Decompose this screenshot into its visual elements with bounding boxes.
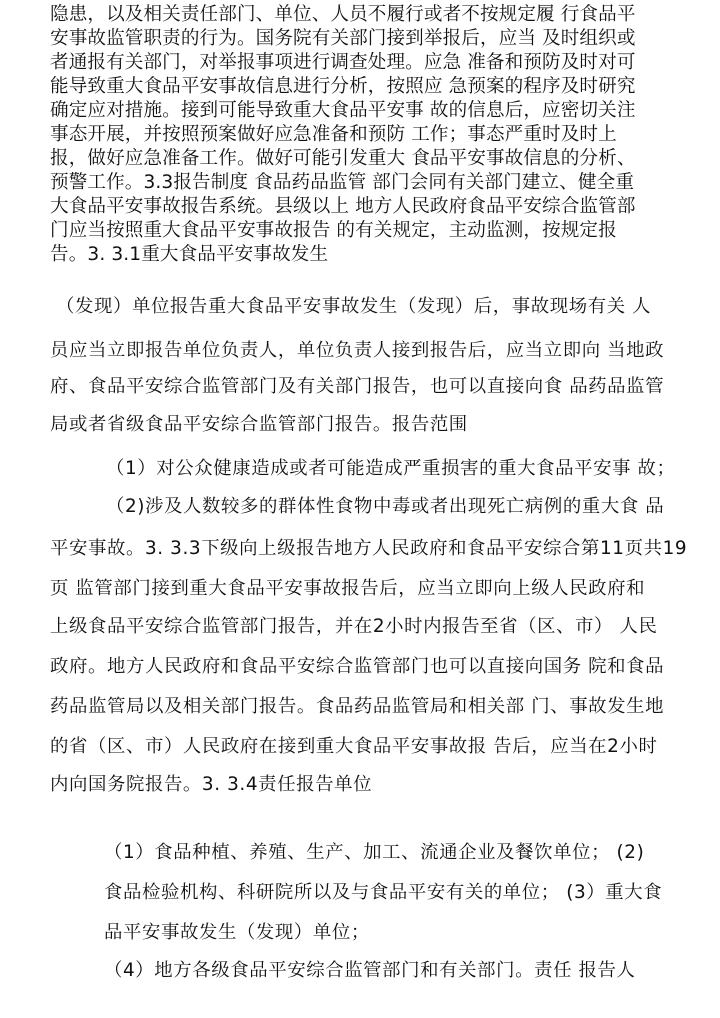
list-item: （2)涉及人数较多的群体性食物中毒或者出现死亡病例的重大食 品 xyxy=(106,496,665,517)
paragraph-line: 的省（区、市）人民政府在接到重大食品平安事故报 告后，应当在2小时 xyxy=(50,736,658,757)
paragraph-line: 大食品平安事故报告系统。县级以上 地方人民政府食品平安综合监管部 xyxy=(50,196,636,217)
paragraph-line: 告。3. 3.1重大食品平安事故发生 xyxy=(50,244,329,265)
paragraph-line: 报，做好应急准备工作。做好可能引发重大 食品平安事故信息的分析、 xyxy=(50,148,636,169)
paragraph-line: 确定应对措施。接到可能导致重大食品平安事 故的信息后，应密切关注 xyxy=(50,100,636,121)
paragraph-line: 府、食品平安综合监管部门及有关部门报告，也可以直接向食 品药品监管 xyxy=(50,376,665,397)
paragraph-line: 者通报有关部门，对举报事项进行调查处理。应急 准备和预防及时对可 xyxy=(50,52,636,73)
list-item: （1）对公众健康造成或者可能造成严重损害的重大食品平安事 故； xyxy=(106,458,676,479)
paragraph-line: 事态开展，并按照预案做好应急准备和预防 工作；事态严重时及时上 xyxy=(50,124,617,145)
paragraph-line: 安事故监管职责的行为。国务院有关部门接到举报后，应当 及时组织或 xyxy=(50,28,636,49)
paragraph-line: 局或者省级食品平安综合监管部门报告。报告范围 xyxy=(50,414,468,435)
paragraph-line: 内向国务院报告。3. 3.4责任报告单位 xyxy=(50,774,373,795)
paragraph-line: 政府。地方人民政府和食品平安综合监管部门也可以直接向国务 院和食品 xyxy=(50,656,665,677)
paragraph-line: 隐患，以及相关责任部门、单位、人员不履行或者不按规定履 行食品平 xyxy=(50,4,636,25)
paragraph-line: （发现）单位报告重大食品平安事故发生（发现）后，事故现场有关 人 xyxy=(56,296,652,317)
paragraph-line: 平安事故。3. 3.3下级向上级报告地方人民政府和食品平安综合第11页共19 xyxy=(50,538,688,559)
paragraph-line: 能导致重大食品平安事故信息进行分析，按照应 急预案的程序及时研究 xyxy=(50,76,636,97)
list-item: （4）地方各级食品平安综合监管部门和有关部门。责任 报告人 xyxy=(104,960,636,981)
paragraph-line: 药品监管局以及相关部门报告。食品药品监管局和相关部 门、事故发生地 xyxy=(50,696,665,717)
paragraph-line: 员应当立即报告单位负责人，单位负责人接到报告后，应当立即向 当地政 xyxy=(50,340,665,361)
list-item: 品平安事故发生（发现）单位； xyxy=(104,922,370,943)
paragraph-line: 门应当按照重大食品平安事故报告 的有关规定，主动监测，按规定报 xyxy=(50,220,617,241)
paragraph-line: 预警工作。3.3报告制度 食品药品监管 部门会同有关部门建立、健全重 xyxy=(50,172,635,193)
paragraph-line: 页 监管部门接到重大食品平安事故报告后，应当立即向上级人民政府和 xyxy=(50,578,646,599)
list-item: （1）食品种植、养殖、生产、加工、流通企业及餐饮单位； (2) xyxy=(104,842,645,863)
list-item: 食品检验机构、科研院所以及与食品平安有关的单位； (3）重大食 xyxy=(104,882,663,903)
paragraph-line: 上级食品平安综合监管部门报告，并在2小时内报告至省（区、市） 人民 xyxy=(50,616,658,637)
